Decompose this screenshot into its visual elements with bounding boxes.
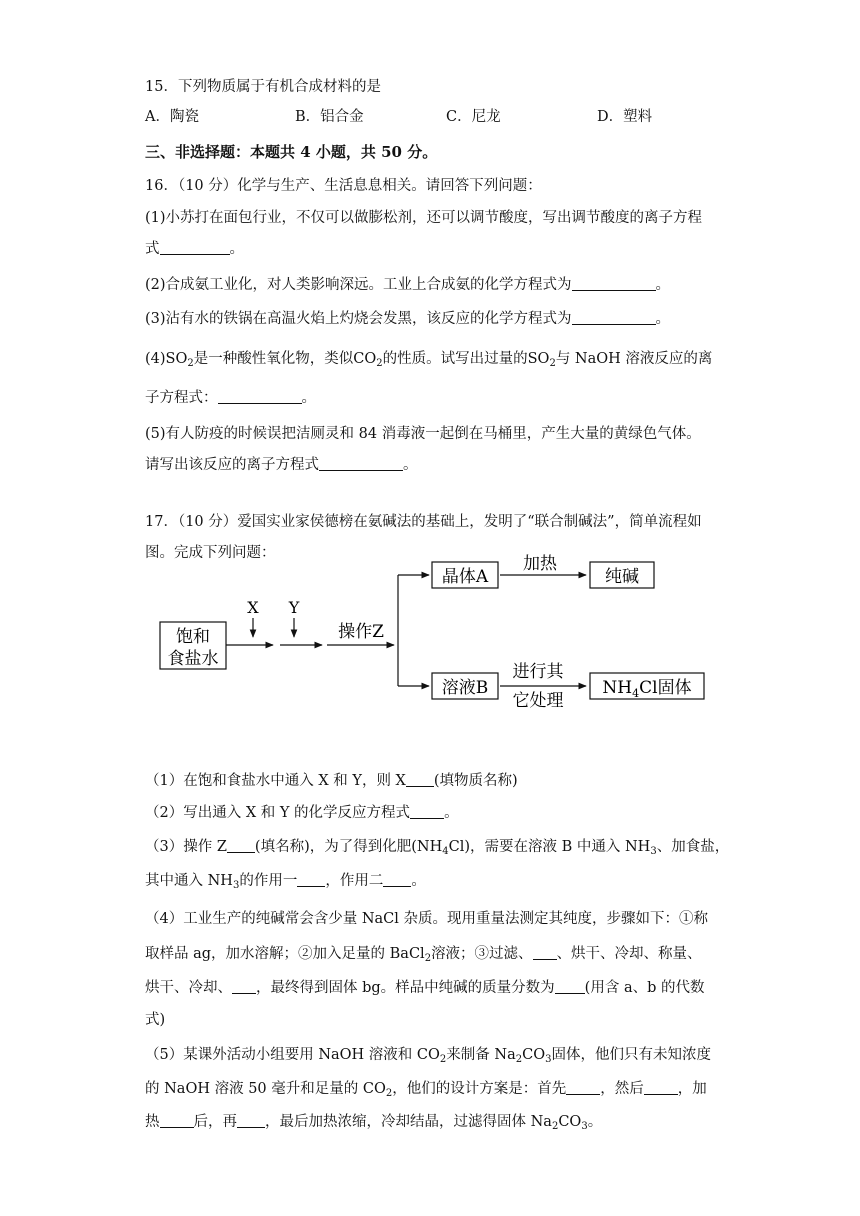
reagent-x: X — [247, 598, 259, 617]
q16-part1-line2: 式 。 — [145, 241, 244, 257]
answer-blank[interactable] — [227, 838, 255, 853]
q15-option-a: A．陶瓷 — [145, 109, 199, 125]
answer-blank[interactable] — [566, 1080, 600, 1095]
answer-blank[interactable] — [218, 389, 302, 404]
soda-label: 纯碱 — [605, 567, 639, 587]
q16-part3: (3)沾有水的铁锅在高温火焰上灼烧会发黑，该反应的化学方程式为 。 — [145, 311, 671, 327]
answer-blank[interactable] — [319, 456, 403, 471]
crystal-a-box — [432, 562, 498, 588]
q15-option-b: B．铝合金 — [295, 109, 364, 125]
answer-blank[interactable] — [297, 872, 325, 887]
q16-part1-line1: (1)小苏打在面包行业，不仅可以做膨松剂，还可以调节酸度，写出调节酸度的离子方程 — [145, 210, 703, 226]
q17-part4-line3: 烘干、冷却、 ，最终得到固体 bg。样品中纯碱的质量分数为 (用含 a、b 的代数 — [145, 980, 705, 996]
q17-part1: （1）在饱和食盐水中通入 X 和 Y，则 X (填物质名称) — [145, 773, 518, 789]
saline-box — [160, 622, 226, 669]
q16-part5-line2: 请写出该反应的离子方程式 。 — [145, 457, 418, 473]
section-3-title: 三、非选择题：本题共 4 小题，共 50 分。 — [145, 143, 438, 161]
answer-blank[interactable] — [410, 804, 444, 819]
solution-b-box — [432, 673, 498, 699]
saline-label-1: 饱和 — [176, 627, 210, 647]
q17-part5-line2: 的 NaOH 溶液 50 毫升和足量的 $CO_2$，他们的设计方案是：首先 ，然后 ，加 — [145, 1081, 707, 1099]
answer-blank[interactable] — [555, 979, 585, 994]
answer-blank[interactable] — [572, 310, 656, 325]
q16-part4-line2: 子方程式： 。 — [145, 390, 316, 406]
other-treatment-label-1: 进行其 — [512, 662, 564, 682]
q15-stem: 15．下列物质属于有机合成材料的是 — [145, 79, 381, 95]
answer-blank[interactable] — [572, 276, 656, 291]
answer-blank[interactable] — [160, 240, 230, 255]
answer-blank[interactable] — [383, 872, 411, 887]
soda-box — [590, 562, 654, 588]
operation-z-label: 操作Z — [338, 622, 384, 642]
q16-part5-line1: (5)有人防疫的时候误把洁厕灵和 84 消毒液一起倒在马桶里，产生大量的黄绿色气体。 — [145, 426, 701, 442]
other-treatment-label-2: 它处理 — [512, 691, 564, 711]
answer-blank[interactable] — [644, 1080, 678, 1095]
q16-part4-line1: $(4)SO_2$是一种酸性氧化物，类似$CO_2$的性质。试写出过量的$SO_2$与 NaOH 溶液反应的离 — [145, 351, 713, 369]
crystal-a-label: 晶体A — [441, 567, 489, 587]
q17-part3-line2: 其中通入 $NH_3$的作用一 ，作用二 。 — [145, 873, 426, 891]
answer-blank[interactable] — [232, 979, 256, 994]
nh4cl-box — [590, 673, 704, 699]
q17-part5-line3: 热 后，再 ，最后加热浓缩，冷却结晶，过滤得固体 $Na_2CO_3$。 — [145, 1114, 603, 1132]
q17-part4-line2: 取样品 ag，加水溶解；②加入足量的 BaCl$_2$溶液；③过滤、 、烘干、冷却、称量、 — [145, 946, 702, 964]
answer-blank[interactable] — [160, 1113, 194, 1128]
saline-label-2: 食盐水 — [167, 649, 219, 669]
answer-blank[interactable] — [533, 945, 557, 960]
heat-label: 加热 — [523, 554, 557, 574]
q16-stem: 16．（10 分）化学与生产、生活息息相关。请回答下列问题： — [145, 178, 542, 194]
q17-part4-line4: 式) — [145, 1012, 166, 1028]
answer-blank[interactable] — [406, 772, 434, 787]
q16-part2: (2)合成氨工业化，对人类影响深远。工业上合成氨的化学方程式为 。 — [145, 277, 671, 293]
nh4cl-label: $NH_4Cl$固体 — [602, 678, 692, 700]
q17-part4-line1: （4）工业生产的纯碱常会含少量 NaCl 杂质。现用重量法测定其纯度，步骤如下：①称 — [145, 911, 709, 927]
q17-part5-line1: （5）某课外活动小组要用 NaOH 溶液和 $CO_2$来制备 $Na_2CO_3$固体，他们只有未知浓度 — [145, 1047, 711, 1065]
q17-part3-line1: （3）操作 Z (填名称)，为了得到化肥$(NH_4Cl)$，需要在溶液 B 中通入 $NH_3$、加食盐， — [145, 839, 730, 857]
q17-stem-line2: 图。完成下列问题： — [145, 545, 276, 561]
solution-b-label: 溶液B — [441, 678, 489, 698]
q17-part2: （2）写出通入 X 和 Y 的化学反应方程式 。 — [145, 805, 459, 821]
q17-stem-line1: 17．（10 分）爱国实业家侯德榜在氨碱法的基础上，发明了“联合制碱法”，简单流程如 — [145, 514, 702, 530]
reagent-y: Y — [288, 598, 300, 617]
q15-option-c: C．尼龙 — [446, 109, 501, 125]
answer-blank[interactable] — [237, 1113, 265, 1128]
q15-option-d: D．塑料 — [597, 109, 653, 125]
